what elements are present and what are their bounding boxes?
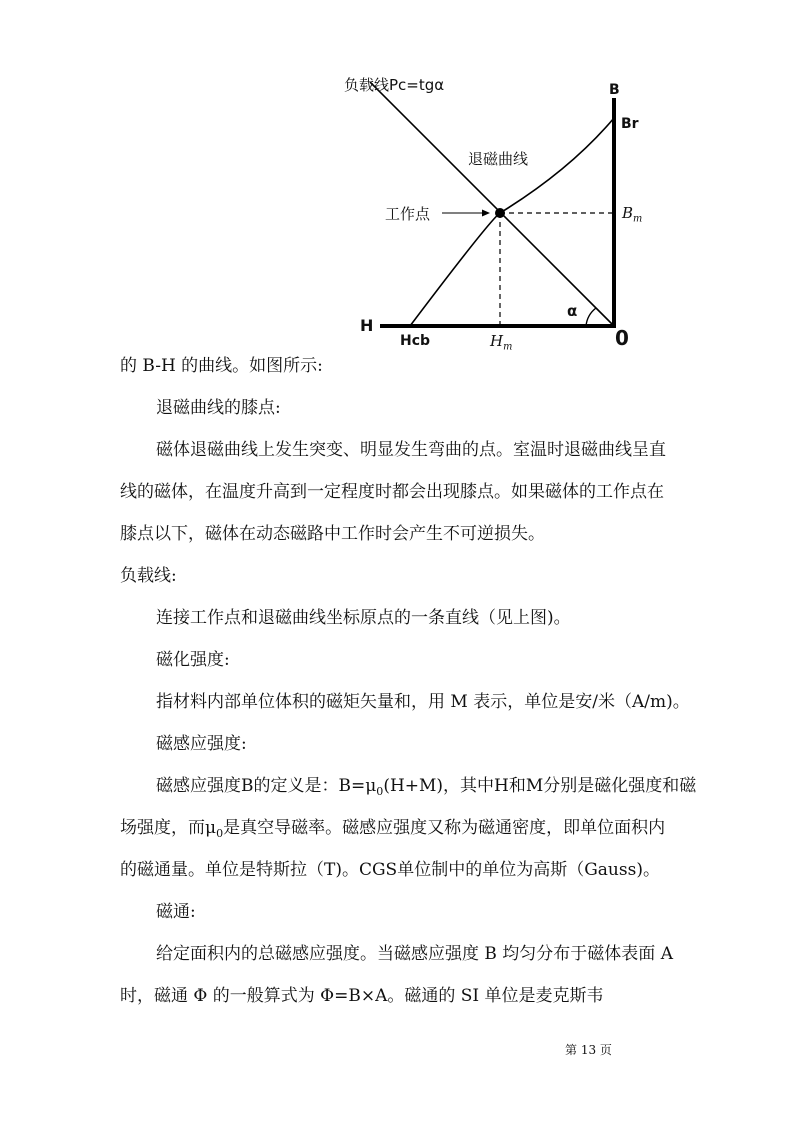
heading-knee-point: 退磁曲线的膝点: <box>156 398 281 418</box>
hcb-label: Hcb <box>400 333 431 349</box>
heading-load-line: 负载线: <box>120 566 177 586</box>
text-line: 磁体退磁曲线上发生突变、明显发生弯曲的点。室温时退磁曲线呈直 <box>156 440 666 460</box>
curve-label: 退磁曲线 <box>468 150 529 168</box>
text-line: 给定面积内的总磁感应强度。当磁感应强度 B 均匀分布于磁体表面 A <box>156 944 673 964</box>
text-line: 场强度，而$\mu_0$是真空导磁率。磁感应强度又称为磁通密度，即单位面积内 <box>120 818 666 840</box>
heading-flux: 磁通: <box>156 902 196 922</box>
text-line: 指材料内部单位体积的磁矩矢量和，用 M 表示，单位是安/米（A/m)。 <box>156 692 690 712</box>
hm-label: $H_m$ <box>490 332 513 353</box>
text-line: 线的磁体，在温度升高到一定程度时都会出现膝点。如果磁体的工作点在 <box>120 482 664 502</box>
bh-diagram <box>330 70 660 360</box>
text-line: 的 B-H 的曲线。如图所示: <box>120 356 323 376</box>
text-line: 的磁通量。单位是特斯拉（T)。CGS单位制中的单位为高斯（Gauss)。 <box>120 860 660 880</box>
bm-label: $B_m$ <box>622 204 643 225</box>
alpha-label: α <box>567 302 578 320</box>
text-line: 磁感应强度B的定义是：$B=\mu_0(H+M)$，其中H和M分别是磁化强度和磁 <box>156 776 697 798</box>
axis-h-label: H <box>360 316 374 335</box>
page-number: 第 13 页 <box>565 1043 612 1057</box>
load-line-label: 负载线Pc=tgα <box>344 76 445 94</box>
heading-flux-density: 磁感应强度: <box>156 734 247 754</box>
alpha-arc <box>586 308 596 326</box>
origin-label: 0 <box>615 326 629 350</box>
axis-b-label: B <box>609 82 620 98</box>
text-line: 时，磁通 Φ 的一般算式为 Φ=B×A。磁通的 SI 单位是麦克斯韦 <box>120 986 604 1006</box>
text-line: 膝点以下，磁体在动态磁路中工作时会产生不可逆损失。 <box>120 524 545 544</box>
bh-curve-figure <box>330 70 660 360</box>
work-point-label: 工作点 <box>385 205 431 223</box>
text-line: 连接工作点和退磁曲线坐标原点的一条直线（见上图)。 <box>156 608 571 628</box>
br-label: Br <box>621 116 639 132</box>
heading-magnetization: 磁化强度: <box>156 650 230 670</box>
arrow-head-icon <box>482 210 490 217</box>
work-point-dot <box>495 208 505 218</box>
